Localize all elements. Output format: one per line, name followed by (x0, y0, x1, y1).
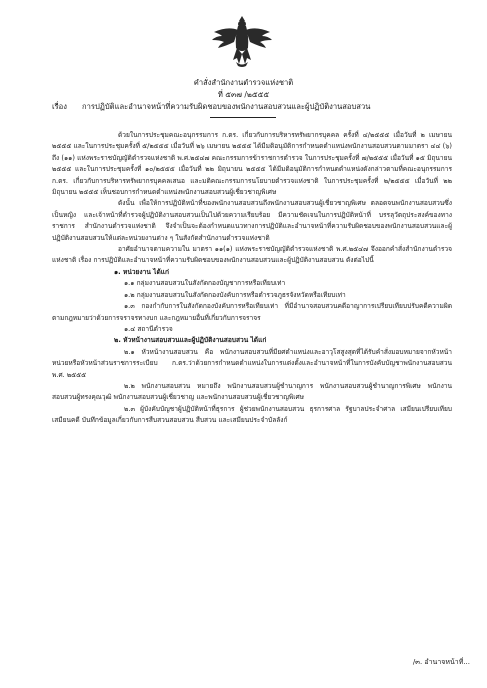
paragraph-authority: อาศัยอำนาจตามความใน มาตรา ๑๑(๑) แห่งพระราชบัญญัติตำรวจแห่งชาติ พ.ศ.๒๕๔๗ จึงออกคำสั่งสำนักงานตำรวจแห่งชาติ เรื่อง การปฏิบัติและอำนาจหน้าที่ความรับผิดชอบของพนักงานสอบสวนและผู้ปฏิบัติงานสอบสวน ดังต่อไปนี้ (52, 245, 452, 265)
header-divider (210, 117, 276, 118)
section-heading-units: ๑. หน่วยงาน ได้แก่ (114, 267, 169, 276)
list-item: ๑.๑ กลุ่มงานสอบสวนในสังกัดกองบัญชาการหรือเทียบเท่า (124, 279, 286, 288)
paragraph-purpose: ดังนั้น เพื่อให้การปฏิบัติหน้าที่ของพนักงานสอบสวนถึงพนักงานสอบสวนผู้เชี่ยวชาญพิเศษ ตลอดจนพนักงานสอบสวนซึ่งเป็นหญิง และเจ้าหน้าที่ตำรวจผู้ปฏิบัติงานสอบสวนเป็นไปด้วยความเรียบร้อย มีความชัดเจนในการปฏิบัติหน้าที่ บรรลุวัตถุประสงค์ของทางราชการ สำนักงานตำรวจแห่งชาติ จึงจำเป็นจะต้องกำหนดแนวทางการปฏิบัติและอำนาจหน้าที่ความรับผิดชอบของพนักงานสอบสวนและผู้ปฏิบัติงานสอบสวนให้แต่ละหน่วยงานต่าง ๆ ในสังกัดสำนักงานตำรวจแห่งชาติ (52, 199, 452, 242)
list-item: ๑.๓ กองกำกับการในสังกัดกองบังคับการหรือเทียบเท่า ที่มีอำนาจสอบสวนคดีอาญาการเปรียบเทียบปรับคดีความผิดตามกฎหมายว่าด้วยการจราจรทางบก และกฎหมายอื่นที่เกี่ยวกับการจราจร (52, 302, 452, 322)
list-item: ๒.๓ ผู้บังคับบัญชาผู้ปฏิบัติหน้าที่ธุรการ ผู้ช่วยพนักงานสอบสวน ธุรการศาล รัฐบาลประจำศาล เสมียนเปรียบเทียบ เสมียนคดี บันทึกข้อมูลเกี่ยวกับการสืบสวนสอบสวน สืบสวน และเสมียนประจำบัลลังก์ (52, 404, 452, 425)
order-subject (52, 101, 452, 113)
order-title: คำสั่งสำนักงานตำรวจแห่งชาติ (193, 78, 294, 87)
subject-text: การปฏิบัติและอำนาจหน้าที่ความรับผิดชอบของพนักงานสอบสวนและผู้ปฏิบัติงานสอบสวน (82, 102, 371, 111)
garuda-emblem-icon (210, 12, 274, 70)
list-item: ๑.๒ กลุ่มงานสอบสวนในสังกัดกองบังคับการหรือตำรวจภูธรจังหวัดหรือเทียบเท่า (124, 290, 346, 299)
document-body (52, 130, 452, 427)
continuation-note: /๓. อำนาจหน้าที่... (412, 658, 470, 666)
order-number: ที่ ๕๓๗ /๒๕๕๕ (217, 90, 270, 99)
paragraph-background: ด้วยในการประชุมคณะอนุกรรมการ ก.ตร. เกี่ยวกับการบริหารทรัพยากรบุคคล ครั้งที่ ๔/๒๕๕๕ เมื่อวันที่ ๒ เมษายน ๒๕๕๕ และในการประชุมครั้งที่ ๕/๒๕๕๕ เมื่อวันที่ ๒๖ เมษายน ๒๕๕๕ ได้มีมติอนุมัติการกำหนดตำแหน่งพนักงานสอบสวนตามมาตรา ๔๔ (๖) ถึง (๑๑) แห่งพระราชบัญญัติตำรวจแห่งชาติ พ.ศ.๒๕๔๗ คณะกรรมการข้าราชการตำรวจ ในการประชุมครั้งที่ ๗/๒๕๕๕ เมื่อวันที่ ๑๕ มิถุนายน ๒๕๕๕ และในการประชุมครั้งที่ ๑๐/๒๕๕๕ เมื่อวันที่ ๒๒ มิถุนายน ๒๕๕๕ ได้มีมติอนุมัติการกำหนดตำแหน่งดังกล่าวตามที่คณะอนุกรรมการ ก.ตร. เกี่ยวกับการบริหารทรัพยากรบุคคลเสนอ และมติคณะกรรมการนโยบายตำรวจแห่งชาติ ในการประชุมครั้งที่ ๒/๒๕๕๕ เมื่อวันที่ ๒๒ มิถุนายน ๒๕๕๕ เห็นชอบการกำหนดตำแหน่งพนักงานสอบสวนผู้เชี่ยวชาญพิเศษ (52, 131, 452, 197)
list-item: ๒.๒ พนักงานสอบสวน หมายถึง พนักงานสอบสวนผู้ชำนาญการ พนักงานสอบสวนผู้ชำนาญการพิเศษ พนักงานสอบสวนผู้ทรงคุณวุฒิ พนักงานสอบสวนผู้เชี่ยวชาญ และพนักงานสอบสวนผู้เชี่ยวชาญพิเศษ (52, 381, 452, 402)
section-heading-investigators: ๒. หัวหน้างานสอบสวนและผู้ปฏิบัติงานสอบสวน ได้แก่ (114, 336, 267, 345)
list-item: ๒.๑ หัวหน้างานสอบสวน คือ พนักงานสอบสวนที่มียศตำแหน่งและอาวุโสสูงสุดที่ได้รับคำสั่งมอบหมายจากหัวหน้าหน่วยหรือหัวหน้าส่วนราชการระเบียบ ก.ตร.ว่าด้วยการกำหนดตำแหน่งในการแต่งตั้งและอำนาจหน้าที่ในการบังคับบัญชาพนักงานสอบสวน พ.ศ. ๒๕๕๕ (52, 347, 452, 379)
subject-label: เรื่อง (52, 102, 67, 111)
list-item: ๑.๔ สถานีตำรวจ (124, 324, 173, 333)
